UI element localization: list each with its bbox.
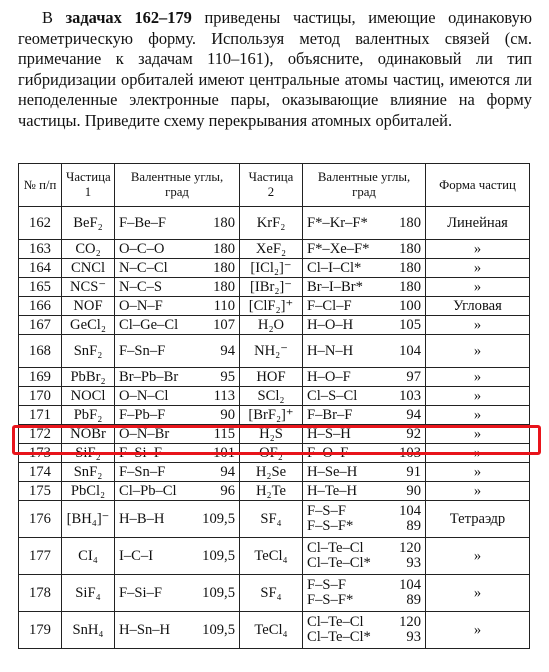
angle-1-value: 109,5 [202,621,235,638]
angles-2-cell [303,387,426,406]
table-row [19,406,530,425]
row-number: 169 [19,368,62,387]
particle-2: [ClF₂]⁺ [240,297,303,316]
row-number: 171 [19,406,62,425]
angle-2-value: 104 [399,503,421,519]
angle-2-value: 103 [399,444,421,461]
angle-1-value: 180 [213,240,235,257]
angle-1-bond: Cl–Pb–Cl [119,482,177,499]
particle-2: HOF [240,368,303,387]
angle-2-stack [307,541,421,571]
angle-2-bond: H–Te–H [307,482,358,499]
particle-1: NOCl [62,387,115,406]
row-number: 168 [19,335,62,368]
particle-shape: Тетраэдр [426,501,530,538]
table-row [19,240,530,259]
angles-1-cell [115,575,240,612]
particle-2: H₂Se [240,463,303,482]
angle-2-value: 89 [406,592,421,608]
angle-2-line [307,578,421,593]
angle-2-value: 180 [399,259,421,276]
angle-2-pair [307,343,421,360]
angle-2-value: 180 [399,214,421,231]
angle-2-value: 90 [406,482,421,499]
table-row [19,575,530,612]
angles-2-cell [303,463,426,482]
row-number: 163 [19,240,62,259]
angle-2-pair [307,369,421,386]
angle-2-bond: F–Br–F [307,406,353,423]
angles-2-cell [303,240,426,259]
angle-1-bond: H–Sn–H [119,621,171,638]
angle-2-bond: H–O–F [307,368,351,385]
angle-2-pair [307,407,421,424]
angle-2-bond: F–S–F [307,577,346,593]
intro-text-2: приведены частицы, имеющие одинаковую геометрическую форму. Используя метод валентных связей (см. примечание к задачам 110–161), объясните, одинаковый ли тип гибридизации орбиталей имеют центральные атомы частиц, имеются ли неподеленные электронные пары, оказывающие влияние на форму частицы. Приведите схему перекрывания атомных орбиталей. [18,8,533,130]
table-row [19,297,530,316]
particle-2: XeF₂ [240,240,303,259]
particle-shape: » [426,444,530,463]
particle-2: [BrF₂]⁺ [240,406,303,425]
particle-1: CNCl [62,259,115,278]
particle-1: SnF₂ [62,335,115,368]
angle-2-stack [307,615,421,645]
angle-2-bond: H–Se–H [307,463,358,480]
angle-2-value: 89 [406,518,421,534]
angle-2-pair [307,426,421,443]
particle-1: CI₄ [62,538,115,575]
particle-1: BeF₂ [62,207,115,240]
angle-1-pair [119,369,235,386]
row-number: 177 [19,538,62,575]
angle-2-value: 93 [406,555,421,571]
particle-shape: » [426,538,530,575]
angle-2-bond: H–O–H [307,316,354,333]
particle-shape: » [426,368,530,387]
row-number: 165 [19,278,62,297]
header-angles-2: Валентные углы, град [303,164,426,207]
angle-2-pair [307,464,421,481]
angle-1-value: 101 [213,444,235,461]
particle-2: H₂O [240,316,303,335]
angle-1-value: 180 [213,278,235,295]
particle-shape: » [426,406,530,425]
angle-2-pair [307,388,421,405]
angle-1-pair [119,426,235,443]
angle-1-bond: F–Be–F [119,214,167,231]
angles-2-cell [303,368,426,387]
angle-1-value: 94 [220,342,235,359]
table-row [19,425,530,444]
angle-2-value: 180 [399,240,421,257]
angles-2-cell [303,425,426,444]
particle-2: H₂Te [240,482,303,501]
angle-1-pair [119,622,235,639]
angles-2-cell [303,278,426,297]
angle-2-value: 120 [399,540,421,556]
angles-2-cell [303,501,426,538]
angles-1-cell [115,482,240,501]
angle-2-value: 120 [399,614,421,630]
angles-2-cell [303,575,426,612]
row-number: 172 [19,425,62,444]
particle-shape: » [426,240,530,259]
angle-1-pair [119,464,235,481]
table-row [19,278,530,297]
particle-2: KrF₂ [240,207,303,240]
angle-2-pair [307,215,421,232]
angle-2-bond: Cl–S–Cl [307,387,358,404]
angle-2-value: 104 [399,577,421,593]
angle-1-pair [119,241,235,258]
particle-shape: » [426,482,530,501]
angle-1-value: 109,5 [202,547,235,564]
table-row [19,444,530,463]
angle-1-pair [119,585,235,602]
angles-2-cell [303,612,426,649]
angle-2-value: 105 [399,316,421,333]
angles-1-cell [115,297,240,316]
angle-2-value: 91 [406,463,421,480]
particle-shape: » [426,335,530,368]
angles-1-cell [115,612,240,649]
particle-1: NOBr [62,425,115,444]
angle-2-bond: Cl–Te–Cl [307,614,364,630]
particles-table [18,163,530,649]
angle-1-value: 180 [213,214,235,231]
angle-1-pair [119,215,235,232]
angle-2-line [307,519,421,534]
angle-1-value: 180 [213,259,235,276]
angles-1-cell [115,368,240,387]
angle-1-pair [119,298,235,315]
angles-2-cell [303,259,426,278]
angle-1-bond: Br–Pb–Br [119,368,179,385]
problem-intro [18,8,532,131]
particle-1: SiF₄ [62,575,115,612]
particle-1: PbF₂ [62,406,115,425]
angles-2-cell [303,482,426,501]
angle-2-pair [307,317,421,334]
angle-1-value: 109,5 [202,584,235,601]
angles-2-cell [303,538,426,575]
angle-2-bond: F–Cl–F [307,297,352,314]
angle-2-value: 103 [399,387,421,404]
angle-1-value: 90 [220,406,235,423]
row-number: 178 [19,575,62,612]
angles-1-cell [115,278,240,297]
angle-2-bond: F–S–F* [307,518,354,534]
table-row [19,501,530,538]
angle-1-value: 107 [213,316,235,333]
angle-1-value: 110 [213,297,235,314]
angle-2-pair [307,445,421,462]
row-number: 166 [19,297,62,316]
angle-1-pair [119,317,235,334]
angle-2-line [307,593,421,608]
angle-1-bond: F–Pb–F [119,406,166,423]
angles-1-cell [115,259,240,278]
row-number: 173 [19,444,62,463]
row-number: 162 [19,207,62,240]
table-row [19,612,530,649]
angle-2-value: 180 [399,278,421,295]
table-row [19,387,530,406]
angle-2-bond: H–N–H [307,342,354,359]
angle-1-bond: Cl–Ge–Cl [119,316,179,333]
particle-shape: » [426,278,530,297]
particle-1: NCS⁻ [62,278,115,297]
table-row [19,538,530,575]
header-angles-1: Валентные углы, град [115,164,240,207]
particle-2: SF₄ [240,575,303,612]
angle-2-value: 100 [399,297,421,314]
row-number: 167 [19,316,62,335]
angle-1-pair [119,407,235,424]
angle-2-pair [307,298,421,315]
particle-shape: » [426,316,530,335]
particle-2: TeCl₄ [240,612,303,649]
particle-shape: Угловая [426,297,530,316]
angle-2-value: 93 [406,629,421,645]
angles-1-cell [115,425,240,444]
table-row [19,207,530,240]
particle-1: PbBr₂ [62,368,115,387]
particle-2: SF₄ [240,501,303,538]
angle-1-pair [119,388,235,405]
angle-1-pair [119,279,235,296]
particle-shape: » [426,259,530,278]
angles-2-cell [303,316,426,335]
angle-2-value: 97 [406,368,421,385]
angles-1-cell [115,538,240,575]
angle-1-bond: N–C–Cl [119,259,168,276]
angles-2-cell [303,335,426,368]
angles-1-cell [115,335,240,368]
angles-2-cell [303,444,426,463]
angle-2-line [307,615,421,630]
angle-2-line [307,630,421,645]
angle-1-bond: O–N–Cl [119,387,169,404]
particle-shape: » [426,463,530,482]
angles-1-cell [115,406,240,425]
particle-2: [IBr₂]⁻ [240,278,303,297]
angle-1-value: 109,5 [202,510,235,527]
angle-2-bond: H–S–H [307,425,351,442]
angle-1-pair [119,445,235,462]
angle-1-bond: F–Sn–F [119,342,166,359]
angles-1-cell [115,316,240,335]
row-number: 174 [19,463,62,482]
row-number: 170 [19,387,62,406]
angle-2-line [307,504,421,519]
intro-text-1: В [42,8,66,27]
header-particle-2: Частица 2 [240,164,303,207]
angle-2-line [307,556,421,571]
angle-1-pair [119,548,235,565]
particle-1: SnF₂ [62,463,115,482]
particle-1: SiF₂ [62,444,115,463]
angle-1-bond: N–C–S [119,278,162,295]
angle-2-bond: F–O–F [307,444,349,461]
angle-1-pair [119,511,235,528]
particle-2: [ICl₂]⁻ [240,259,303,278]
row-number: 179 [19,612,62,649]
angle-2-bond: Cl–I–Cl* [307,259,362,276]
angle-2-bond: F–S–F* [307,592,354,608]
angles-2-cell [303,406,426,425]
angles-2-cell [303,207,426,240]
angles-1-cell [115,444,240,463]
angle-2-pair [307,279,421,296]
table-row [19,368,530,387]
row-number: 176 [19,501,62,538]
particle-2: NH₂⁻ [240,335,303,368]
angle-2-bond: F–S–F [307,503,346,519]
table-row [19,463,530,482]
angle-2-bond: F*–Xe–F* [307,240,370,257]
particle-1: CO₂ [62,240,115,259]
particle-2: H₂S [240,425,303,444]
angle-2-value: 92 [406,425,421,442]
particle-2: OF₂ [240,444,303,463]
angle-1-bond: H–B–H [119,510,165,527]
table-row [19,316,530,335]
angle-1-value: 115 [213,425,235,442]
angle-1-bond: O–N–Br [119,425,170,442]
angles-2-cell [303,297,426,316]
angle-2-bond: Cl–Te–Cl [307,540,364,556]
angles-1-cell [115,240,240,259]
angle-1-bond: O–C–O [119,240,165,257]
angle-2-pair [307,483,421,500]
angle-1-value: 113 [213,387,235,404]
particle-shape: Линейная [426,207,530,240]
angles-1-cell [115,387,240,406]
angle-1-bond: F–Si–F [119,584,162,601]
header-number: № п/п [19,164,62,207]
header-particle-1: Частица 1 [62,164,115,207]
particle-1: SnH₄ [62,612,115,649]
row-number: 175 [19,482,62,501]
particle-shape: » [426,387,530,406]
angle-2-pair [307,260,421,277]
intro-problem-range: задачах 162–179 [65,8,192,27]
angle-1-bond: I–C–I [119,547,154,564]
angle-1-value: 94 [220,463,235,480]
row-number: 164 [19,259,62,278]
angle-2-value: 104 [399,342,421,359]
particle-2: TeCl₄ [240,538,303,575]
angles-1-cell [115,463,240,482]
angle-2-bond: Cl–Te–Cl* [307,629,371,645]
angle-2-stack [307,578,421,608]
angle-1-pair [119,260,235,277]
particle-1: GeCl₂ [62,316,115,335]
angle-2-pair [307,241,421,258]
angle-1-value: 96 [220,482,235,499]
particle-shape: » [426,425,530,444]
angle-2-value: 94 [406,406,421,423]
angle-1-value: 95 [220,368,235,385]
particle-1: [BH₄]⁻ [62,501,115,538]
angle-1-bond: F–Sn–F [119,463,166,480]
particle-shape: » [426,612,530,649]
angle-2-bond: F*–Kr–F* [307,214,368,231]
table-row [19,259,530,278]
angle-1-bond: F–Si–F [119,444,162,461]
particle-shape: » [426,575,530,612]
angle-1-pair [119,483,235,500]
angles-1-cell [115,207,240,240]
particle-1: PbCl₂ [62,482,115,501]
angle-1-bond: O–N–F [119,297,163,314]
angle-2-stack [307,504,421,534]
angle-2-bond: Cl–Te–Cl* [307,555,371,571]
angles-1-cell [115,501,240,538]
angle-2-line [307,541,421,556]
angle-2-bond: Br–I–Br* [307,278,363,295]
angle-1-pair [119,343,235,360]
particle-2: SCl₂ [240,387,303,406]
table-row [19,482,530,501]
table-row [19,335,530,368]
header-shape: Форма частиц [426,164,530,207]
particle-1: NOF [62,297,115,316]
